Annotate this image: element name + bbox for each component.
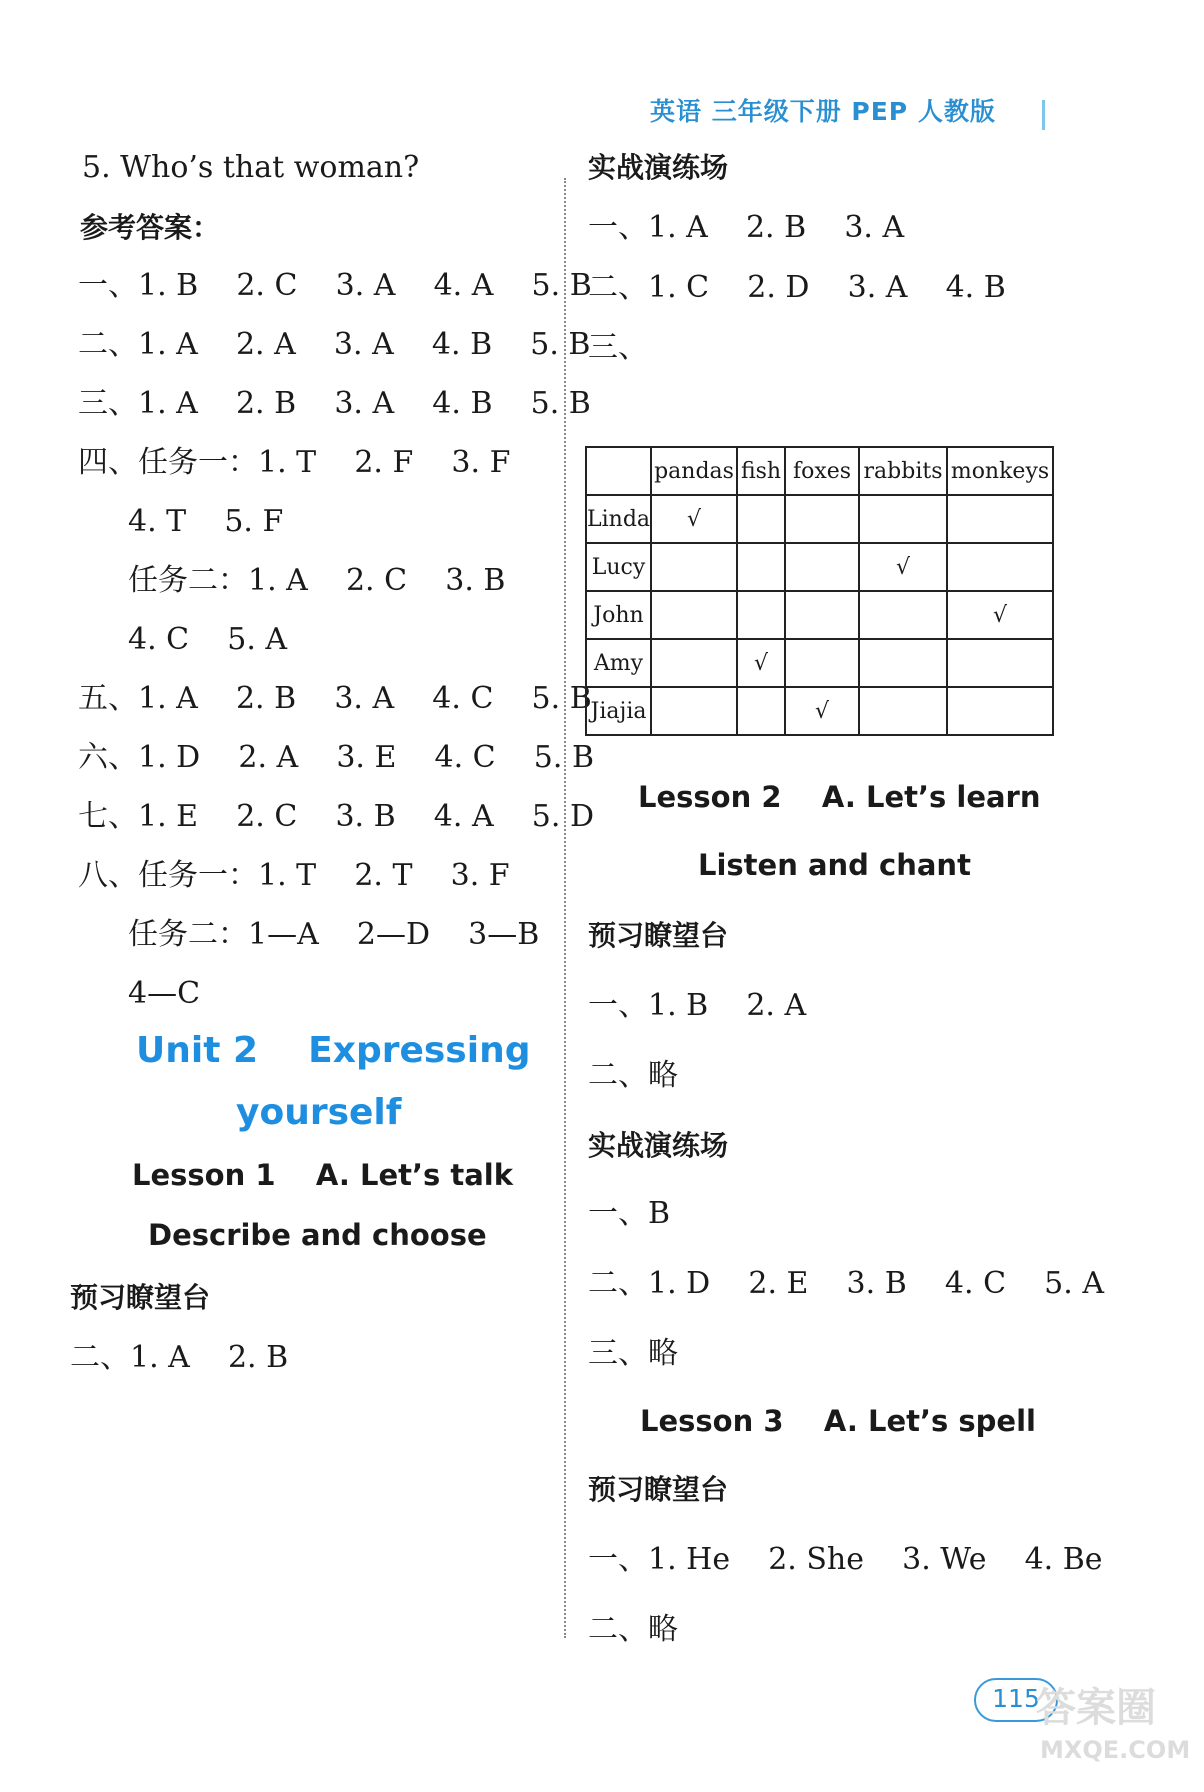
table-cell — [737, 543, 785, 591]
section-preview: 预习瞭望台 — [588, 1473, 729, 1506]
table-cell: √ — [785, 687, 859, 735]
answer-line: 四、任务一：1. T 2. F 3. F — [78, 445, 511, 480]
header-bar — [1042, 100, 1045, 130]
table-cell — [737, 687, 785, 735]
table-cell — [947, 543, 1053, 591]
section-practice: 实战演练场 — [588, 1129, 729, 1162]
answer-line: 一、1. He 2. She 3. We 4. Be — [588, 1542, 1103, 1577]
answer-line: 二、1. A 2. B — [70, 1340, 289, 1375]
answer-line: 一、1. B 2. C 3. A 4. A 5. B — [78, 268, 592, 303]
table-row — [586, 591, 1053, 639]
answer-line: 4—C — [128, 976, 201, 1011]
answer-line: 一、1. B 2. A — [588, 988, 807, 1023]
table-row — [586, 687, 1053, 735]
table-header-cell: pandas — [651, 447, 737, 495]
answer-line: 八、任务一：1. T 2. T 3. F — [78, 858, 510, 893]
table-cell — [859, 591, 947, 639]
answer-line: 一、B — [588, 1196, 671, 1231]
answer-line: 三、 — [588, 330, 648, 365]
section-preview: 预习瞭望台 — [588, 919, 729, 952]
table-header-cell: foxes — [785, 447, 859, 495]
column-divider — [564, 178, 566, 1638]
lesson-1-title: Lesson 1 A. Let’s talk — [132, 1158, 514, 1192]
answer-line: 五、1. A 2. B 3. A 4. C 5. B — [78, 681, 592, 716]
answer-table — [585, 446, 1054, 736]
table-header-cell: fish — [737, 447, 785, 495]
answer-line: 二、略 — [588, 1612, 678, 1647]
section-practice: 实战演练场 — [588, 151, 729, 184]
table-cell — [651, 591, 737, 639]
table-cell — [859, 639, 947, 687]
table-cell — [651, 687, 737, 735]
lesson-1-subtitle: Describe and choose — [148, 1218, 487, 1252]
table-cell — [859, 687, 947, 735]
unit-title-line1: Unit 2 Expressing — [136, 1030, 531, 1071]
lesson-2-title: Lesson 2 A. Let’s learn — [638, 780, 1041, 814]
section-preview: 预习瞭望台 — [70, 1281, 211, 1314]
table-row-label: Lucy — [586, 543, 651, 591]
answer-line: 一、1. A 2. B 3. A — [588, 210, 905, 245]
page-number: 115 — [974, 1678, 1058, 1722]
lesson-2-subtitle: Listen and chant — [698, 848, 971, 882]
table-cell — [785, 639, 859, 687]
table-row-label: Jiajia — [586, 687, 651, 735]
table-header-row — [586, 447, 1053, 495]
question-5: 5. Who’s that woman? — [82, 150, 420, 185]
table-header-cell: monkeys — [947, 447, 1053, 495]
answer-line: 二、1. C 2. D 3. A 4. B — [588, 270, 1006, 305]
header-title: 英语 三年级下册 PEP 人教版 — [650, 97, 996, 126]
table-cell — [947, 687, 1053, 735]
answer-line: 二、1. A 2. A 3. A 4. B 5. B — [78, 327, 591, 362]
answer-line: 任务二：1—A 2—D 3—B — [128, 917, 540, 952]
table-cell: √ — [859, 543, 947, 591]
table-cell — [737, 591, 785, 639]
answer-line: 4. T 5. F — [128, 504, 284, 539]
table-cell — [947, 495, 1053, 543]
table-cell: √ — [737, 639, 785, 687]
answer-line: 三、略 — [588, 1336, 678, 1371]
table-header-cell: rabbits — [859, 447, 947, 495]
table-cell — [785, 495, 859, 543]
answer-line: 二、1. D 2. E 3. B 4. C 5. A — [588, 1266, 1104, 1301]
table-header-cell — [586, 447, 651, 495]
table-cell — [859, 495, 947, 543]
answer-line: 三、1. A 2. B 3. A 4. B 5. B — [78, 386, 591, 421]
table-cell — [947, 639, 1053, 687]
unit-title-line2: yourself — [236, 1092, 402, 1133]
answer-line: 七、1. E 2. C 3. B 4. A 5. D — [78, 799, 594, 834]
watermark-url: MXQE.COM — [1040, 1736, 1191, 1764]
answer-line: 任务二：1. A 2. C 3. B — [128, 563, 506, 598]
lesson-3-title: Lesson 3 A. Let’s spell — [640, 1404, 1036, 1438]
table-row-label: Linda — [586, 495, 651, 543]
table-row-label: John — [586, 591, 651, 639]
table-cell — [785, 543, 859, 591]
watermark-logo: 答案圈 — [1036, 1685, 1156, 1731]
table-cell: √ — [947, 591, 1053, 639]
answers-title: 参考答案： — [80, 211, 221, 244]
answer-line: 二、略 — [588, 1058, 678, 1093]
answer-line: 六、1. D 2. A 3. E 4. C 5. B — [78, 740, 594, 775]
table-cell — [737, 495, 785, 543]
table-row — [586, 495, 1053, 543]
table-cell — [651, 543, 737, 591]
table-cell: √ — [651, 495, 737, 543]
table-row — [586, 543, 1053, 591]
answer-line: 4. C 5. A — [128, 622, 288, 657]
table-row-label: Amy — [586, 639, 651, 687]
table-cell — [785, 591, 859, 639]
table-row — [586, 639, 1053, 687]
table-cell — [651, 639, 737, 687]
